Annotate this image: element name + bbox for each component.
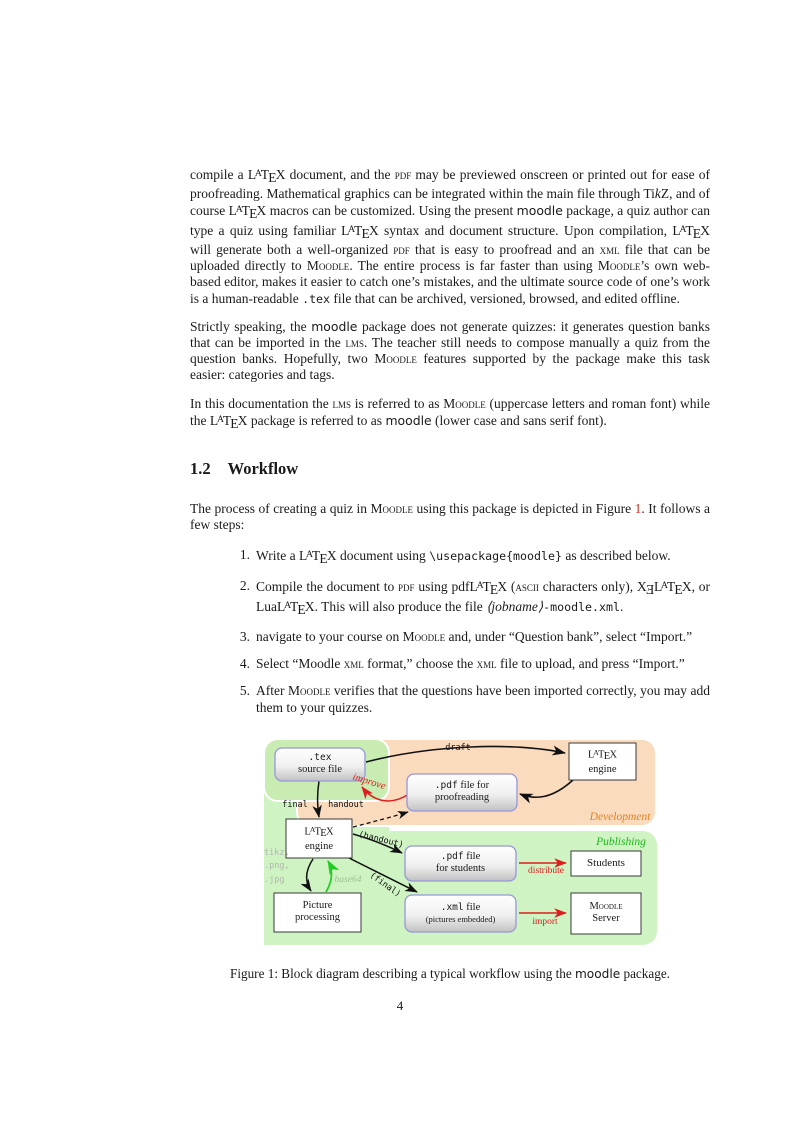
step-1-text: Write a $L^ATEX$ document using \usepackage{moodle} as described below. (256, 548, 671, 566)
engine-left-line1: $L^ATEX$ (304, 824, 334, 840)
figure-1 (190, 737, 710, 982)
engine-left-line2: engine (305, 840, 333, 852)
workflow-steps (190, 547, 710, 716)
engine-top-line2: engine (588, 763, 617, 775)
box-xml-file (405, 895, 516, 932)
label-final: final (282, 799, 308, 810)
step-4-text: Select “Moodle xml format,” choose the xml file to upload, and press “Import.” (256, 656, 685, 672)
box-latex-engine-top (569, 743, 636, 780)
proof-box-line2: proofreading (434, 792, 490, 804)
box-pdf-proofreading (407, 774, 517, 811)
step-4-number: 4. (239, 656, 250, 672)
label-handout-paren: (handout) (357, 829, 405, 851)
step-2-number: 2. (239, 578, 250, 594)
label-draft: draft (445, 742, 471, 753)
box-pdf-students (405, 846, 516, 881)
page-number: 4 (396, 998, 404, 1013)
section-number: 1.2 (190, 458, 211, 478)
students-line1: Students (587, 857, 625, 870)
pdf-students-line2: for students (435, 863, 486, 875)
step-5-number: 5. (239, 683, 250, 699)
box-latex-engine (286, 819, 352, 858)
paragraph-1: compile a $L^ATEX$ document, and the pdf may be previewed onscreen or printed out for ease of proofreading. Mathematical graphics can be integrated within the main file through TikZ, and of course $L^ATEX$ macros can be customized. Using the present moodle package, a quiz author can type a quiz using familiar $L^ATEX$ syntax and document structure. Upon compilation, $L^ATEX$ will generate both a well-organized pdf that is easy to proofread and an xml file that can be uploaded directly to Moodle. The entire process is far faster than using Moodle’s own web-based editor, makes it easier to catch one’s mistakes, and the ultimate source code of one’s work is a human-readable .tex file that can be archived, versioned, browsed, and edited offline. (190, 166, 711, 306)
label-tikz: tikz, (264, 847, 290, 858)
section-title: Workflow (227, 458, 299, 478)
step-2 (190, 578, 710, 618)
figure-reference-link[interactable]: 1 (634, 500, 642, 516)
label-jpg: .jpg (264, 874, 285, 885)
picture-line2: processing (295, 912, 340, 924)
figure-caption: Figure 1: Block diagram describing a typical workflow using the moodle package. (230, 965, 670, 981)
tex-box-line1: .tex (308, 751, 332, 763)
step-4 (190, 656, 710, 672)
label-distribute: distribute (528, 865, 564, 876)
step-3-text: navigate to your course on Moodle and, under “Question bank”, select “Import.” (256, 629, 693, 644)
step-5 (190, 683, 710, 715)
engine-top-line1: $L^ATEX$ (587, 747, 618, 763)
label-base64: base64 (334, 874, 362, 885)
box-moodle-server (571, 893, 641, 934)
section-heading (190, 459, 710, 479)
paragraph-3: In this documentation the lms is referred to as Moodle (uppercase letters and roman font) while the $L^ATEX$ package is referred to as moodle (lower case and sans serif font). (190, 395, 710, 431)
step-1 (190, 547, 710, 567)
step-1-number: 1. (239, 547, 250, 563)
proof-box-line1: .pdf file for (434, 779, 490, 791)
box-picture-processing (274, 893, 361, 932)
tex-box-line2: source file (297, 764, 343, 776)
picture-line1: Picture (302, 899, 333, 911)
step-3-number: 3. (239, 629, 250, 644)
label-handout: handout (328, 799, 364, 810)
server-line1: Moodle (589, 900, 623, 912)
figure-1-diagram (262, 737, 660, 950)
label-final-paren: (final) (367, 870, 403, 900)
server-line2: Server (592, 913, 620, 925)
label-improve: improve (351, 771, 387, 793)
box-students (571, 851, 641, 876)
text-column (190, 166, 710, 982)
label-development: Development (589, 810, 651, 823)
pdf-students-line1: .pdf file (440, 850, 481, 862)
workflow-intro: The process of creating a quiz in Moodle using this package is depicted in Figure 1. It follows a few steps: (190, 500, 710, 532)
label-import: import (532, 916, 558, 927)
step-3 (190, 629, 710, 645)
label-publishing: Publishing (596, 835, 646, 848)
box-tex-source (275, 748, 365, 781)
xml-box-line1: .xml file (440, 901, 481, 913)
paragraph-2: Strictly speaking, the moodle package does not generate quizzes: it generates question banks that can be imported in the lms. The teacher still needs to compose manually a quiz from the question banks. Hopefully, two Moodle features supported by the package make this task easier: categories and tags. (190, 318, 711, 383)
label-png: .png, (264, 861, 290, 872)
step-5-text: After Moodle verifies that the questions have been imported correctly, you may add them to your quizzes. (256, 683, 710, 715)
step-2-text: Compile the document to pdf using pdfL$^A$TEX (ascii characters only), $XEL^ATEX$, or LuaL$^A$TEX. This will also produce the file ⟨jobname⟩-moodle.xml. (256, 579, 711, 617)
xml-box-line2: (pictures embedded) (425, 914, 496, 925)
label-picture-formats (264, 847, 290, 888)
